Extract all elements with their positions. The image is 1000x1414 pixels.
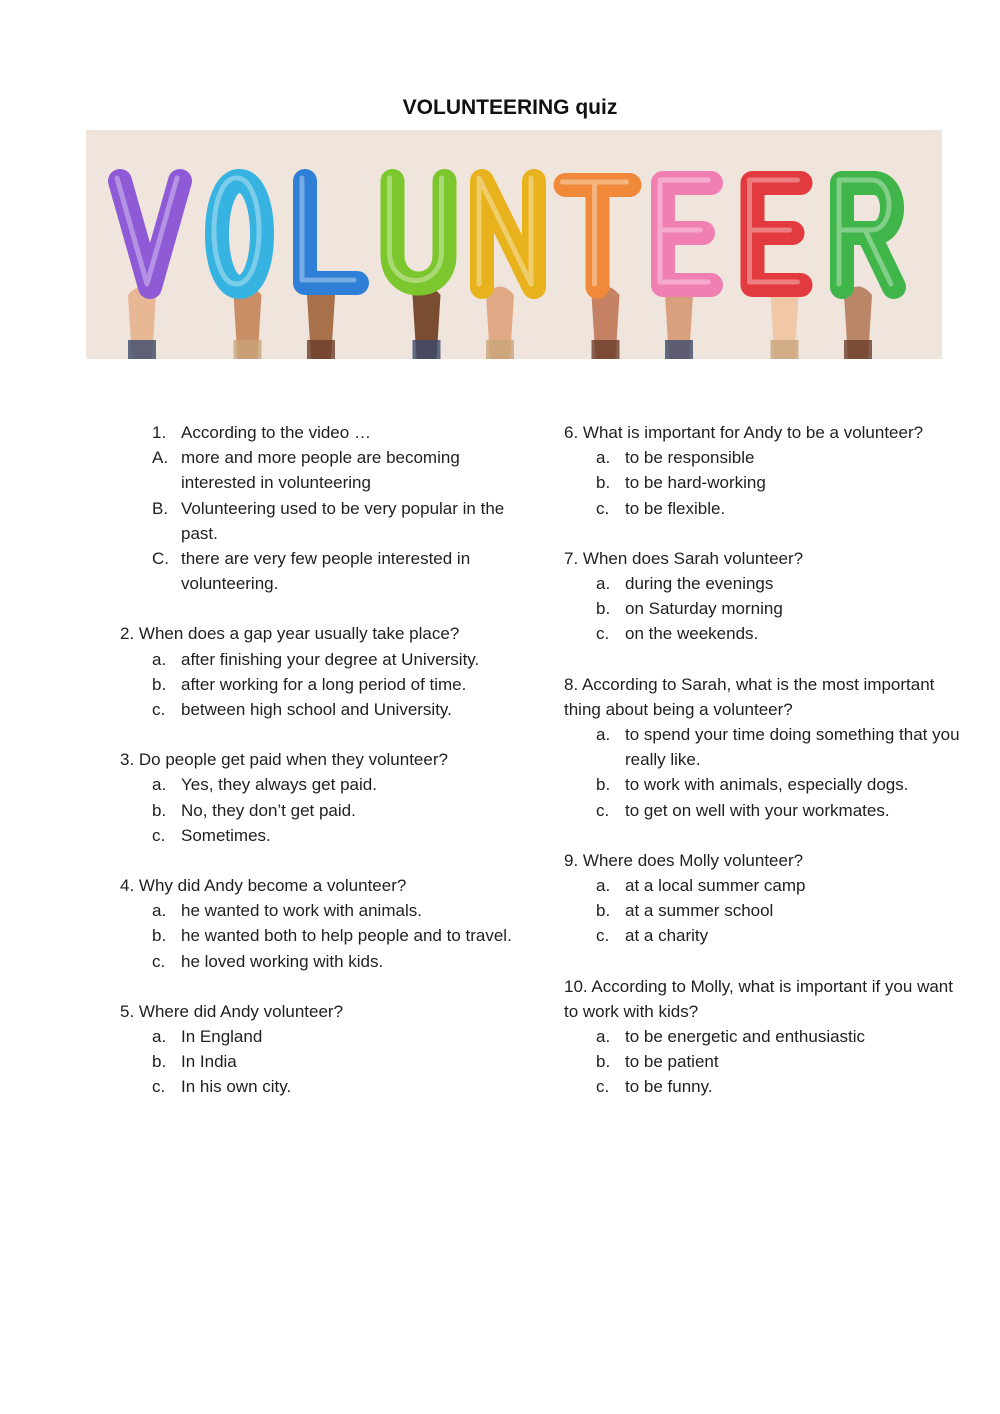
question-text: 6. What is important for Andy to be a volunteer?	[564, 423, 924, 442]
answer-option[interactable]	[120, 697, 530, 722]
balloon-body	[566, 185, 630, 287]
option-label: a.	[596, 876, 611, 896]
option-label: c.	[152, 700, 166, 720]
question-text: 4. Why did Andy become a volunteer?	[120, 876, 407, 896]
volunteer-banner-image	[86, 130, 942, 359]
sleeve	[592, 340, 620, 359]
option-text: at a local summer camp	[625, 876, 806, 896]
sleeve	[486, 340, 514, 359]
balloon-letter	[117, 178, 180, 287]
answer-option[interactable]	[564, 621, 964, 646]
option-label: a.	[152, 775, 167, 795]
question-9	[564, 848, 964, 949]
option-text: to be funny.	[625, 1077, 713, 1097]
question-7	[564, 546, 964, 647]
option-text: he wanted both to help people and to travel.	[181, 926, 512, 946]
option-label: b.	[596, 901, 611, 921]
option-text: to spend your time doing something that you really like.	[625, 725, 960, 770]
option-label: b.	[152, 1052, 167, 1072]
balloon-letter	[563, 182, 630, 287]
answer-option[interactable]	[564, 1024, 964, 1049]
question-3	[120, 747, 530, 848]
option-label: c.	[596, 926, 610, 946]
option-text: In India	[181, 1052, 237, 1072]
option-text: to be hard-working	[625, 473, 766, 493]
option-text: to get on well with your workmates.	[625, 800, 890, 820]
option-text: at a charity	[625, 926, 709, 946]
answer-option[interactable]	[120, 898, 530, 923]
balloon-body	[753, 183, 801, 285]
option-label: a.	[596, 725, 611, 745]
question-text: 8. According to Sarah, what is the most important thing about being a volunteer?	[564, 674, 935, 719]
option-text: to be patient	[625, 1052, 719, 1072]
option-text: at a summer school	[625, 901, 774, 921]
option-text: during the evenings	[625, 574, 774, 594]
option-label: a.	[596, 1027, 611, 1047]
answer-option[interactable]	[120, 445, 530, 495]
question-4	[120, 873, 530, 974]
balloon-letter	[750, 180, 801, 285]
answer-option[interactable]	[120, 923, 530, 948]
balloon-body	[305, 181, 357, 283]
option-label: a.	[152, 1027, 167, 1047]
option-label: a.	[596, 448, 611, 468]
question-text: 9. Where does Molly volunteer?	[564, 850, 804, 870]
answer-option[interactable]	[564, 571, 964, 596]
answer-option[interactable]	[564, 798, 964, 823]
option-text: on the weekends.	[625, 624, 759, 644]
option-label: b.	[596, 473, 611, 493]
option-text: after finishing your degree at University.	[181, 649, 480, 669]
question-text: 2. When does a gap year usually take place?	[120, 624, 460, 644]
option-label: C.	[152, 549, 169, 569]
answer-option[interactable]	[564, 445, 964, 470]
sleeve	[771, 340, 799, 359]
questions-column-left	[120, 420, 530, 1125]
answer-option[interactable]	[120, 647, 530, 672]
answer-option[interactable]	[120, 546, 530, 596]
option-label: b.	[596, 599, 611, 619]
option-label: A.	[152, 448, 169, 468]
balloon-letters-illustration	[86, 130, 942, 359]
option-text: after working for a long period of time.	[181, 674, 467, 694]
question-10	[564, 974, 964, 1100]
question-text: According to the video …	[181, 423, 371, 442]
answer-option[interactable]	[564, 596, 964, 621]
sleeve	[665, 340, 693, 359]
option-label: b.	[596, 1052, 611, 1072]
option-label: B.	[152, 498, 169, 518]
answer-option[interactable]	[564, 496, 964, 521]
option-label: b.	[596, 775, 611, 795]
option-label: b.	[152, 800, 167, 820]
option-label: c.	[152, 825, 166, 845]
option-text: there are very few people interested in volunteering.	[181, 549, 471, 594]
option-label: c.	[152, 951, 166, 971]
page-title: VOLUNTEERING quiz	[402, 96, 618, 119]
answer-option[interactable]	[564, 923, 964, 948]
option-text: more and more people are becoming interested in volunteering	[181, 448, 460, 493]
option-label: a.	[152, 649, 167, 669]
question-8	[564, 672, 964, 823]
answer-option[interactable]	[120, 772, 530, 797]
question-text: 7. When does Sarah volunteer?	[564, 548, 804, 568]
option-label: c.	[596, 800, 610, 820]
question-5	[120, 999, 530, 1100]
question-text: 3. Do people get paid when they volunteer?	[120, 750, 448, 770]
option-text: Yes, they always get paid.	[181, 775, 377, 795]
question-1	[120, 420, 530, 596]
option-label: b.	[152, 926, 167, 946]
balloon-letter	[302, 178, 357, 283]
balloon-highlight	[563, 182, 627, 284]
option-label: c.	[596, 624, 610, 644]
option-label: a.	[596, 574, 611, 594]
option-label: a.	[152, 901, 167, 921]
sleeve	[844, 340, 872, 359]
sleeve	[128, 340, 156, 359]
option-text: he wanted to work with animals.	[181, 901, 422, 921]
option-text: between high school and University.	[181, 700, 452, 720]
question-stem	[120, 420, 530, 445]
sleeve	[413, 340, 441, 359]
balloon-letter	[390, 178, 445, 284]
answer-option[interactable]	[564, 722, 964, 772]
option-label: b.	[152, 674, 167, 694]
question-number: 1.	[152, 423, 167, 442]
question-2	[120, 621, 530, 722]
sleeve	[307, 340, 335, 359]
option-text: to be flexible.	[625, 498, 726, 518]
option-text: Volunteering used to be very popular in the past.	[181, 498, 505, 543]
answer-option[interactable]	[120, 949, 530, 974]
sleeve	[234, 340, 262, 359]
option-label: c.	[596, 1077, 610, 1097]
answer-option[interactable]	[564, 873, 964, 898]
balloon-letter	[214, 178, 262, 287]
question-text: 10. According to Molly, what is important if you want to work with kids?	[564, 976, 953, 1021]
answer-option[interactable]	[564, 1049, 964, 1074]
answer-option[interactable]	[120, 1024, 530, 1049]
answer-option[interactable]	[564, 1074, 964, 1099]
balloon-letter	[660, 180, 711, 285]
option-text: In England	[181, 1027, 263, 1047]
answer-option[interactable]	[564, 772, 964, 797]
answer-option[interactable]	[120, 798, 530, 823]
answer-option[interactable]	[564, 898, 964, 923]
balloon-body	[663, 183, 711, 285]
option-text: to be energetic and enthusiastic	[625, 1027, 866, 1047]
question-6	[564, 420, 964, 521]
question-text: 5. Where did Andy volunteer?	[120, 1001, 344, 1021]
answer-option[interactable]	[120, 823, 530, 848]
option-text: he loved working with kids.	[181, 951, 384, 971]
balloon-letter	[479, 178, 534, 287]
option-label: c.	[596, 498, 610, 518]
option-text: In his own city.	[181, 1077, 292, 1097]
answer-option[interactable]	[120, 672, 530, 697]
option-text: on Saturday morning	[625, 599, 783, 619]
answer-option[interactable]	[564, 470, 964, 495]
option-label: c.	[152, 1077, 166, 1097]
balloon-letter	[839, 180, 894, 287]
answer-option[interactable]	[120, 1074, 530, 1099]
option-text: to be responsible	[625, 448, 755, 468]
answer-option[interactable]	[120, 496, 530, 546]
answer-option[interactable]	[120, 1049, 530, 1074]
questions-column-right	[564, 420, 964, 1125]
option-text: Sometimes.	[181, 825, 271, 845]
option-text: No, they don’t get paid.	[181, 800, 356, 820]
option-text: to work with animals, especially dogs.	[625, 775, 909, 795]
